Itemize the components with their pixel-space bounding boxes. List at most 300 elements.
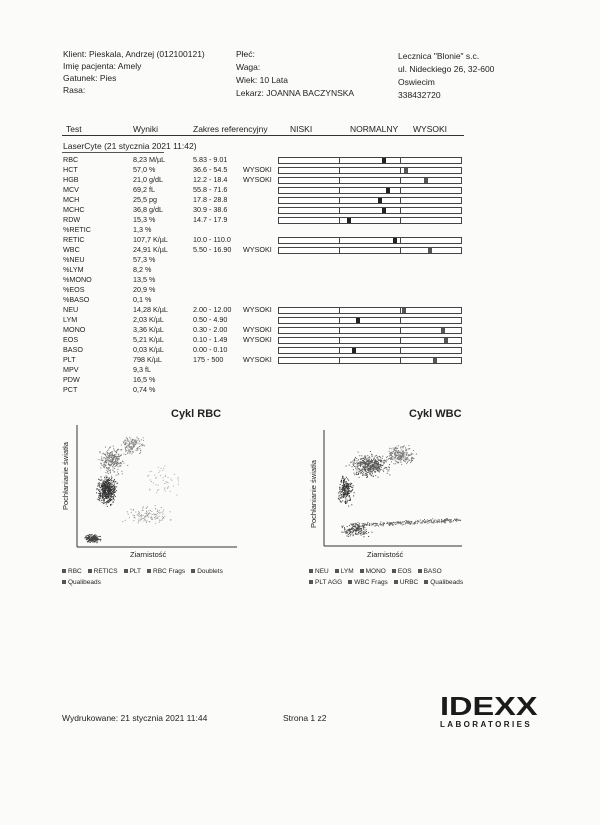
scatter-dot bbox=[403, 458, 404, 459]
scatter-dot bbox=[340, 491, 341, 492]
scatter-dot bbox=[89, 542, 90, 543]
scatter-dot bbox=[91, 541, 92, 542]
scatter-dot bbox=[106, 451, 107, 452]
scatter-dot bbox=[359, 528, 360, 529]
legend-label: WBC Frags bbox=[354, 579, 388, 586]
scatter-dot bbox=[400, 461, 401, 462]
scatter-dot bbox=[357, 464, 358, 465]
scatter-dot bbox=[111, 481, 112, 482]
patient-field: Lekarz: JOANNA BACZYNSKA bbox=[236, 88, 355, 98]
range-marker bbox=[441, 328, 445, 333]
scatter-dot bbox=[157, 517, 158, 518]
scatter-dot bbox=[407, 457, 408, 458]
scatter-dot bbox=[360, 470, 361, 471]
scatter-dot bbox=[130, 446, 131, 447]
scatter-dot bbox=[366, 475, 367, 476]
scatter-dot bbox=[343, 489, 344, 490]
scatter-dot bbox=[363, 460, 364, 461]
scatter-dot bbox=[151, 481, 152, 482]
scatter-dot bbox=[108, 496, 109, 497]
scatter-dot bbox=[363, 525, 364, 526]
scatter-dot bbox=[350, 497, 351, 498]
patient-field: Płeć: bbox=[236, 49, 255, 59]
scatter-dot bbox=[347, 530, 348, 531]
scatter-dot bbox=[346, 496, 347, 497]
legend-label: Doublets bbox=[197, 568, 223, 575]
scatter-dot bbox=[400, 459, 401, 460]
scatter-dot bbox=[110, 492, 111, 493]
scatter-dot bbox=[129, 437, 130, 438]
scatter-dot bbox=[125, 454, 126, 455]
range-marker bbox=[444, 338, 448, 343]
scatter-dot bbox=[378, 469, 379, 470]
scatter-dot bbox=[401, 523, 402, 524]
legend-swatch bbox=[88, 569, 92, 573]
scatter-dot bbox=[156, 518, 157, 519]
scatter-dot bbox=[358, 459, 359, 460]
scatter-dot bbox=[355, 466, 356, 467]
scatter-dot bbox=[351, 531, 352, 532]
range-bar bbox=[278, 187, 462, 194]
scatter-dot bbox=[412, 460, 413, 461]
scatter-dot bbox=[376, 455, 377, 456]
scatter-dot bbox=[355, 526, 356, 527]
scatter-dot bbox=[156, 514, 157, 515]
scatter-dot bbox=[140, 452, 141, 453]
scatter-dot bbox=[104, 489, 105, 490]
scatter-dot bbox=[350, 484, 351, 485]
scatter-dot bbox=[118, 449, 119, 450]
scatter-dot bbox=[364, 475, 365, 476]
scatter-dot bbox=[369, 466, 370, 467]
scatter-dot bbox=[139, 516, 140, 517]
scatter-dot bbox=[139, 446, 140, 447]
scatter-dot bbox=[361, 462, 362, 463]
scatter-dot bbox=[396, 447, 397, 448]
scatter-dot bbox=[111, 465, 112, 466]
scatter-dot bbox=[411, 458, 412, 459]
scatter-dot bbox=[129, 449, 130, 450]
scatter-dot bbox=[406, 522, 407, 523]
scatter-dot bbox=[346, 466, 347, 467]
scatter-dot bbox=[358, 525, 359, 526]
scatter-dot bbox=[114, 479, 115, 480]
clinic-line: Lecznica "Blonie" s.c. bbox=[398, 51, 480, 61]
scatter-dot bbox=[370, 451, 371, 452]
scatter-dot bbox=[122, 521, 123, 522]
idexx-logo: IDEXX bbox=[440, 691, 538, 721]
range-divider bbox=[400, 328, 401, 333]
scatter-dot bbox=[108, 495, 109, 496]
scatter-dot bbox=[116, 456, 117, 457]
legend-swatch bbox=[348, 580, 352, 584]
scatter-dot bbox=[405, 459, 406, 460]
scatter-dot bbox=[96, 492, 97, 493]
scatter-dot bbox=[416, 454, 417, 455]
range-bar bbox=[278, 327, 462, 334]
scatter-dot bbox=[117, 459, 118, 460]
scatter-dot bbox=[343, 497, 344, 498]
test-name: MONO bbox=[63, 325, 86, 334]
scatter-dot bbox=[339, 497, 340, 498]
scatter-dot bbox=[116, 486, 117, 487]
scatter-dot bbox=[375, 467, 376, 468]
scatter-dot bbox=[340, 495, 341, 496]
scatter-dot bbox=[106, 498, 107, 499]
scatter-dot bbox=[348, 491, 349, 492]
high-flag: WYSOKI bbox=[243, 245, 272, 254]
test-result: 24,91 K/µL bbox=[133, 245, 168, 254]
scatter-dot bbox=[138, 447, 139, 448]
scatter-dot bbox=[439, 521, 440, 522]
scatter-dot bbox=[403, 453, 404, 454]
scatter-dot bbox=[368, 462, 369, 463]
test-name: NEU bbox=[63, 305, 79, 314]
scatter-dot bbox=[142, 445, 143, 446]
scatter-dot bbox=[365, 462, 366, 463]
scatter-dot bbox=[145, 515, 146, 516]
range-divider bbox=[339, 198, 340, 203]
scatter-dot bbox=[374, 464, 375, 465]
scatter-dot bbox=[358, 532, 359, 533]
scatter-dot bbox=[103, 453, 104, 454]
scatter-dot bbox=[396, 454, 397, 455]
legend-label: Qualibeads bbox=[68, 579, 101, 586]
scatter-dot bbox=[343, 532, 344, 533]
scatter-dot bbox=[171, 480, 172, 481]
scatter-dot bbox=[368, 536, 369, 537]
scatter-dot bbox=[340, 493, 341, 494]
range-marker bbox=[433, 358, 437, 363]
scatter-dot bbox=[389, 467, 390, 468]
scatter-dot bbox=[116, 464, 117, 465]
high-flag: WYSOKI bbox=[243, 335, 272, 344]
scatter-dot bbox=[104, 494, 105, 495]
scatter-dot bbox=[165, 475, 166, 476]
scatter-dot bbox=[105, 447, 106, 448]
scatter-dot bbox=[362, 464, 363, 465]
scatter-dot bbox=[392, 459, 393, 460]
scatter-dot bbox=[148, 475, 149, 476]
scatter-dot bbox=[146, 521, 147, 522]
legend-label: RBC bbox=[68, 568, 82, 575]
scatter-dot bbox=[403, 450, 404, 451]
scatter-dot bbox=[147, 507, 148, 508]
scatter-dot bbox=[178, 478, 179, 479]
scatter-dot bbox=[123, 454, 124, 455]
scatter-dot bbox=[109, 489, 110, 490]
scatter-dot bbox=[105, 454, 106, 455]
scatter-dot bbox=[108, 483, 109, 484]
scatter-dot bbox=[146, 508, 147, 509]
scatter-dot bbox=[405, 456, 406, 457]
scatter-dot bbox=[402, 446, 403, 447]
scatter-dot bbox=[101, 479, 102, 480]
scatter-dot bbox=[383, 525, 384, 526]
scatter-dot bbox=[125, 520, 126, 521]
scatter-dot bbox=[100, 496, 101, 497]
scatter-dot bbox=[358, 473, 359, 474]
scatter-dot bbox=[125, 447, 126, 448]
scatter-dot bbox=[368, 466, 369, 467]
range-marker bbox=[404, 168, 408, 173]
scatter-dot bbox=[131, 440, 132, 441]
scatter-dot bbox=[348, 480, 349, 481]
range-marker bbox=[386, 188, 390, 193]
scatter-dot bbox=[365, 475, 366, 476]
scatter-dot bbox=[111, 480, 112, 481]
scatter-dot bbox=[156, 515, 157, 516]
legend-entry bbox=[360, 566, 386, 577]
scatter-dot bbox=[90, 534, 91, 535]
legend-entry bbox=[62, 577, 101, 588]
scatter-dot bbox=[447, 518, 448, 519]
scatter-dot bbox=[346, 494, 347, 495]
patient-field: Rasa: bbox=[63, 85, 86, 95]
scatter-dot bbox=[459, 520, 460, 521]
scatter-dot bbox=[147, 512, 148, 513]
scatter-dot bbox=[373, 524, 374, 525]
scatter-dot bbox=[99, 479, 100, 480]
scatter-dot bbox=[113, 462, 114, 463]
scatter-dot bbox=[342, 476, 343, 477]
scatter-dot bbox=[86, 536, 87, 537]
test-name: WBC bbox=[63, 245, 80, 254]
scatter-dot bbox=[127, 448, 128, 449]
scatter-dot bbox=[344, 493, 345, 494]
scatter-dot bbox=[366, 477, 367, 478]
scatter-dot bbox=[382, 458, 383, 459]
scatter-dot bbox=[354, 473, 355, 474]
scatter-dot bbox=[350, 483, 351, 484]
scatter-dot bbox=[415, 523, 416, 524]
scatter-dot bbox=[351, 492, 352, 493]
scatter-dot bbox=[366, 473, 367, 474]
reference-range: 36.6 - 54.5 bbox=[193, 165, 228, 174]
scatter-dot bbox=[344, 496, 345, 497]
scatter-dot bbox=[101, 493, 102, 494]
scatter-dot bbox=[403, 447, 404, 448]
scatter-dot bbox=[133, 440, 134, 441]
scatter-dot bbox=[103, 457, 104, 458]
scatter-dot bbox=[103, 467, 104, 468]
scatter-dot bbox=[344, 484, 345, 485]
scatter-dot bbox=[363, 527, 364, 528]
scatter-dot bbox=[158, 472, 159, 473]
scatter-dot bbox=[107, 484, 108, 485]
scatter-dot bbox=[386, 457, 387, 458]
scatter-dot bbox=[112, 486, 113, 487]
scatter-dot bbox=[100, 494, 101, 495]
scatter-dot bbox=[97, 486, 98, 487]
scatter-dot bbox=[373, 523, 374, 524]
scatter-dot bbox=[403, 454, 404, 455]
scatter-dot bbox=[150, 517, 151, 518]
scatter-dot bbox=[442, 520, 443, 521]
scatter-dot bbox=[372, 464, 373, 465]
test-result: 107,7 K/µL bbox=[133, 235, 168, 244]
scatter-dot bbox=[348, 489, 349, 490]
scatter-dot bbox=[102, 502, 103, 503]
scatter-dot bbox=[362, 471, 363, 472]
scatter-dot bbox=[121, 455, 122, 456]
scatter-dot bbox=[371, 471, 372, 472]
legend-entry bbox=[124, 566, 141, 577]
scatter-dot bbox=[375, 475, 376, 476]
scatter-dot bbox=[350, 532, 351, 533]
scatter-dot bbox=[410, 523, 411, 524]
scatter-dot bbox=[448, 520, 449, 521]
scatter-dot bbox=[105, 472, 106, 473]
scatter-dot bbox=[93, 541, 94, 542]
scatter-dot bbox=[132, 451, 133, 452]
scatter-dot bbox=[369, 472, 370, 473]
range-divider bbox=[339, 358, 340, 363]
scatter-dot bbox=[104, 498, 105, 499]
scatter-dot bbox=[112, 451, 113, 452]
scatter-dot bbox=[398, 523, 399, 524]
scatter-dot bbox=[356, 523, 357, 524]
legend-swatch bbox=[394, 580, 398, 584]
range-divider bbox=[339, 318, 340, 323]
legend-label: NEU bbox=[315, 568, 329, 575]
legend-swatch bbox=[418, 569, 422, 573]
scatter-dot bbox=[98, 479, 99, 480]
test-name: RETIC bbox=[63, 235, 85, 244]
scatter-dot bbox=[345, 503, 346, 504]
scatter-dot bbox=[112, 466, 113, 467]
patient-field: Klient: Pieskala, Andrzej (012100121) bbox=[63, 49, 205, 59]
scatter-dot bbox=[114, 450, 115, 451]
scatter-dot bbox=[114, 457, 115, 458]
scatter-dot bbox=[103, 485, 104, 486]
scatter-dot bbox=[98, 538, 99, 539]
scatter-dot bbox=[115, 460, 116, 461]
scatter-dot bbox=[101, 459, 102, 460]
scatter-dot bbox=[375, 456, 376, 457]
scatter-dot bbox=[398, 454, 399, 455]
scatter-dot bbox=[406, 455, 407, 456]
scatter-dot bbox=[350, 499, 351, 500]
reference-range: 12.2 - 18.4 bbox=[193, 175, 228, 184]
scatter-dot bbox=[106, 456, 107, 457]
scatter-dot bbox=[344, 527, 345, 528]
test-name: PLT bbox=[63, 355, 76, 364]
scatter-dot bbox=[401, 446, 402, 447]
scatter-dot bbox=[98, 536, 99, 537]
scatter-dot bbox=[89, 539, 90, 540]
range-bar bbox=[278, 347, 462, 354]
scatter-dot bbox=[108, 501, 109, 502]
scatter-dot bbox=[353, 465, 354, 466]
scatter-dot bbox=[410, 462, 411, 463]
scatter-dot bbox=[354, 460, 355, 461]
scatter-dot bbox=[368, 532, 369, 533]
scatter-dot bbox=[165, 490, 166, 491]
scatter-dot bbox=[411, 460, 412, 461]
scatter-dot bbox=[108, 473, 109, 474]
scatter-dot bbox=[144, 516, 145, 517]
scatter-dot bbox=[108, 493, 109, 494]
scatter-dot bbox=[375, 523, 376, 524]
scatter-dot bbox=[107, 477, 108, 478]
scatter-dot bbox=[338, 492, 339, 493]
range-divider bbox=[339, 248, 340, 253]
scatter-dot bbox=[97, 542, 98, 543]
test-result: 5,21 K/µL bbox=[133, 335, 164, 344]
scatter-dot bbox=[346, 481, 347, 482]
scatter-dot bbox=[395, 450, 396, 451]
scatter-dot bbox=[395, 455, 396, 456]
scatter-dot bbox=[135, 439, 136, 440]
scatter-dot bbox=[150, 510, 151, 511]
scatter-dot bbox=[108, 469, 109, 470]
scatter-dot bbox=[163, 510, 164, 511]
scatter-dot bbox=[385, 467, 386, 468]
scatter-dot bbox=[118, 458, 119, 459]
wbc-legend bbox=[309, 566, 479, 588]
legend-entry bbox=[191, 566, 223, 577]
scatter-dot bbox=[344, 529, 345, 530]
scatter-dot bbox=[140, 445, 141, 446]
scatter-dot bbox=[350, 529, 351, 530]
scatter-dot bbox=[411, 461, 412, 462]
scatter-dot bbox=[104, 477, 105, 478]
scatter-dot bbox=[379, 464, 380, 465]
test-result: 798 K/µL bbox=[133, 355, 162, 364]
scatter-dot bbox=[159, 520, 160, 521]
scatter-dot bbox=[112, 489, 113, 490]
scatter-dot bbox=[99, 499, 100, 500]
scatter-dot bbox=[165, 481, 166, 482]
scatter-dot bbox=[107, 459, 108, 460]
scatter-dot bbox=[109, 458, 110, 459]
range-divider bbox=[400, 208, 401, 213]
scatter-dot bbox=[353, 464, 354, 465]
scatter-dot bbox=[340, 498, 341, 499]
scatter-dot bbox=[412, 453, 413, 454]
scatter-dot bbox=[367, 469, 368, 470]
scatter-dot bbox=[411, 454, 412, 455]
scatter-dot bbox=[379, 472, 380, 473]
scatter-dot bbox=[143, 506, 144, 507]
scatter-dot bbox=[365, 459, 366, 460]
scatter-dot bbox=[376, 466, 377, 467]
legend-swatch bbox=[335, 569, 339, 573]
scatter-dot bbox=[368, 465, 369, 466]
scatter-dot bbox=[394, 523, 395, 524]
scatter-dot bbox=[159, 510, 160, 511]
scatter-dot bbox=[444, 523, 445, 524]
wbc-ylabel: Pochłanianie światła bbox=[309, 460, 318, 528]
scatter-dot bbox=[103, 489, 104, 490]
scatter-dot bbox=[362, 460, 363, 461]
scatter-dot bbox=[401, 450, 402, 451]
col-high: WYSOKI bbox=[413, 124, 448, 134]
scatter-dot bbox=[355, 458, 356, 459]
scatter-dot bbox=[135, 442, 136, 443]
scatter-dot bbox=[432, 518, 433, 519]
scatter-dot bbox=[342, 487, 343, 488]
scatter-dot bbox=[404, 445, 405, 446]
scatter-dot bbox=[380, 521, 381, 522]
scatter-dot bbox=[383, 524, 384, 525]
range-divider bbox=[400, 168, 401, 173]
scatter-dot bbox=[114, 489, 115, 490]
scatter-dot bbox=[149, 490, 150, 491]
scatter-dot bbox=[92, 534, 93, 535]
scatter-dot bbox=[107, 498, 108, 499]
